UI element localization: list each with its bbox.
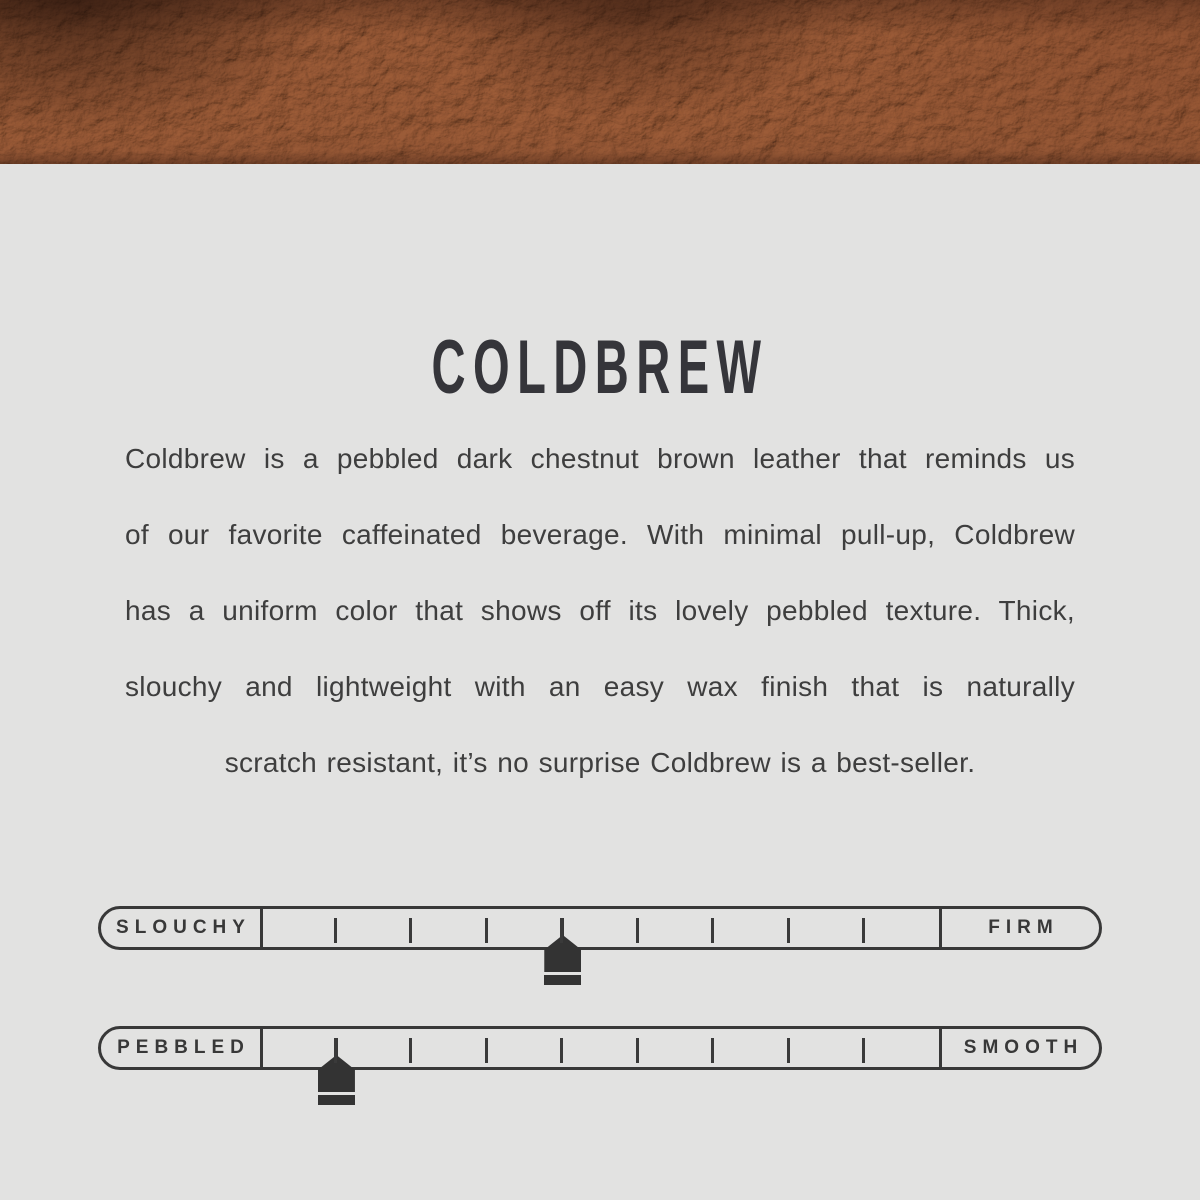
pebbled-smooth-scale [98,1026,1102,1070]
leather-shading-overlay [0,0,1200,164]
tick-mark [636,1038,639,1063]
description-line: scratch resistant, it’s no surprise Coldbrew is a best-seller. [224,747,976,778]
tick-mark [711,918,714,943]
tick-mark [334,918,337,943]
tick-mark [862,1038,865,1063]
scale-label-slouchy: SLOUCHY [116,917,251,938]
leather-description [125,421,1075,801]
tick-mark [485,918,488,943]
description-line: has a uniform color that shows off its lovely pebbled texture. Thick, [125,595,1075,626]
marker-underline [318,1095,355,1105]
tick-mark [409,1038,412,1063]
scale-divider [260,909,263,947]
tick-mark [334,1038,337,1063]
tick-mark [560,918,563,943]
slouchy-firm-scale [98,906,1102,950]
tick-mark [862,918,865,943]
scale-label-firm: FIRM [988,917,1059,938]
page-title: COLDBREW [431,324,769,410]
scale-label-pebbled: PEBBLED [117,1037,250,1058]
scale-label-smooth: SMOOTH [963,1037,1084,1058]
leather-texture-swatch [0,0,1200,164]
tick-mark [409,918,412,943]
tick-mark [636,918,639,943]
tick-mark [560,1038,563,1063]
scale-divider [260,1029,263,1067]
description-line: Coldbrew is a pebbled dark chestnut brown leather that reminds us [125,443,1075,474]
tick-mark [787,1038,790,1063]
tick-mark [711,1038,714,1063]
tick-mark [485,1038,488,1063]
description-line: slouchy and lightweight with an easy wax finish that is naturally [125,671,1075,702]
marker-underline [544,975,581,985]
tick-mark [787,918,790,943]
description-line: of our favorite caffeinated beverage. With minimal pull-up, Coldbrew [125,519,1075,550]
